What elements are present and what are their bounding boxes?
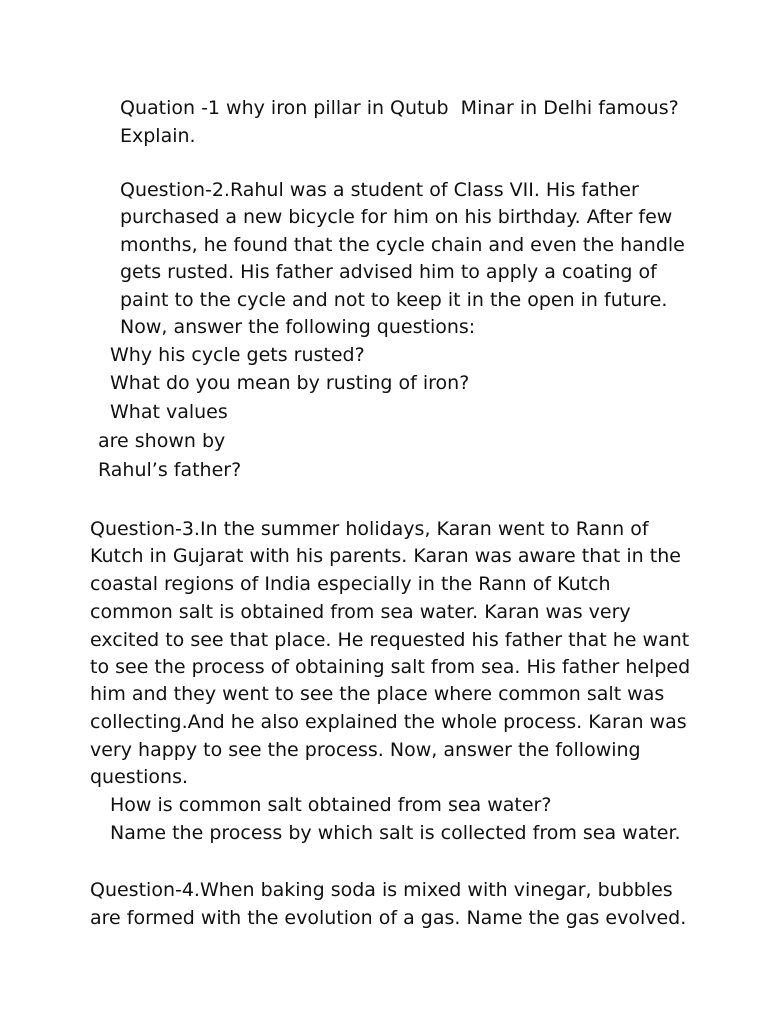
q3-line-2: Kutch in Gujarat with his parents. Karan was aware that in the — [90, 545, 681, 567]
q2-line-1: Question-2.Rahul was a student of Class VII. His father — [120, 179, 639, 201]
q3-line-10: questions. — [90, 766, 189, 788]
q2-line-6: Now, answer the following questions: — [120, 316, 476, 338]
q2-sub-question-2: What do you mean by rusting of iron? — [110, 372, 470, 394]
q3-sub-question-2: Name the process by which salt is collected from sea water. — [110, 822, 681, 844]
q2-sub-question-3b: are shown by — [98, 430, 226, 452]
q3-line-1: Question-3.In the summer holidays, Karan went to Rann of — [90, 518, 649, 540]
q2-sub-question-3a: What values — [110, 401, 228, 423]
q2-line-3: months, he found that the cycle chain and even the handle — [120, 234, 685, 256]
q3-line-5: excited to see that place. He requested his father that he want — [90, 629, 690, 651]
q3-line-8: collecting.And he also explained the whole process. Karan was — [90, 711, 687, 733]
q2-line-2: purchased a new bicycle for him on his birthday. After few — [120, 206, 673, 228]
q1-line-2: Explain. — [120, 125, 196, 147]
q1-line-1: Quation -1 why iron pillar in Qutub Minar in Delhi famous? — [120, 97, 679, 119]
q3-line-7: him and they went to see the place where common salt was — [90, 683, 665, 705]
q3-line-4: common salt is obtained from sea water. Karan was very — [90, 601, 631, 623]
q3-line-6: to see the process of obtaining salt from sea. His father helped — [90, 656, 691, 678]
q2-sub-question-1: Why his cycle gets rusted? — [110, 344, 365, 366]
q2-line-4: gets rusted. His father advised him to apply a coating of — [120, 261, 657, 283]
q3-line-3: coastal regions of India especially in the Rann of Kutch — [90, 573, 611, 595]
q4-line-1: Question-4.When baking soda is mixed with vinegar, bubbles — [90, 879, 673, 901]
q4-line-2: are formed with the evolution of a gas. Name the gas evolved. — [90, 907, 687, 929]
q3-line-9: very happy to see the process. Now, answer the following — [90, 739, 641, 761]
q2-sub-question-3c: Rahul’s father? — [98, 459, 242, 481]
q3-sub-question-1: How is common salt obtained from sea water? — [110, 794, 552, 816]
q2-line-5: paint to the cycle and not to keep it in the open in future. — [120, 289, 668, 311]
